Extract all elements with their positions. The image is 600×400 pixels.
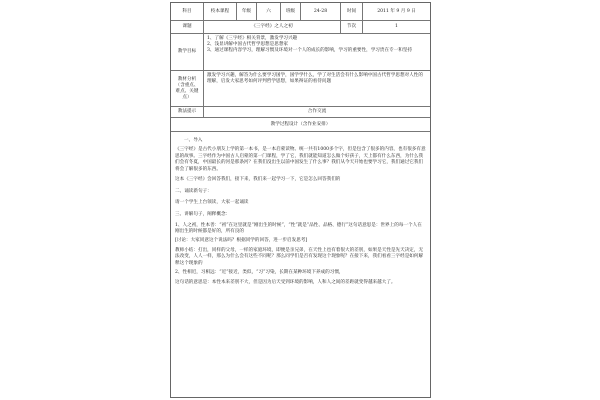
- grade-label: 年级: [237, 3, 257, 20]
- time-label: 时间: [341, 3, 363, 20]
- section-1-title: 一、导入: [184, 138, 203, 143]
- section-3-title: 三、讲解句子，阐释概念：: [175, 212, 231, 218]
- lesson-plan-page: [170, 2, 431, 398]
- section-3-paragraph-3: 教师小结：打出，同样的父母，一样的家庭环境，即便是亲兄弟，在天性上也有着很大的差别，如果是天性是先天决定，无法改变，人人一样，那么为什么会有这些不同呢？那么同学们是否有发现这个现象呢？在接下来，我们看看三字经是如何解释这个现象的: [175, 247, 424, 266]
- section-2-title: 二、诵读新句子：: [175, 189, 212, 195]
- lesson-body: [175, 138, 426, 289]
- class-label: 班级: [281, 3, 301, 20]
- section-1-paragraph-2: 这本《三字经》会回答我们，接下来，我们来一起学习一下，它是怎么回答我们的: [175, 177, 341, 183]
- hint-value: 合作交流: [307, 109, 327, 114]
- header-row: [171, 3, 430, 21]
- class-value: 24-28: [301, 3, 341, 20]
- objective-line-2: 2、浅显讲解中国古代哲学思想是思想家: [207, 42, 289, 47]
- section-3-paragraph-2: [讨论：大家同意这个说法吗？根据同学的回答，进一步启发思考]: [175, 238, 308, 244]
- objectives-row: [171, 34, 430, 71]
- section-3-paragraph-5: 这句话的意思是：本性本来差别不大，但是因为后天受到环境的影响，人和人之间的差距就变得越来越大了。: [175, 279, 396, 285]
- objectives-content: [204, 34, 430, 70]
- grade-value: 六: [257, 3, 281, 20]
- time-value: 2011 年 9 月 9 日: [377, 8, 416, 14]
- analysis-row: [171, 71, 430, 107]
- section-2-paragraph-1: 请一个学生上台领读，大家一起诵读: [175, 199, 249, 205]
- objectives-label: 教学目标: [171, 34, 204, 70]
- topic-row: [171, 21, 430, 34]
- objective-line-3: 3、通过课程内容学习，理解习惯及环境对一个人的成长的影响，学习的重要性，学习贵在专一和坚持: [207, 48, 413, 53]
- objective-line-1: 1、了解《三字经》相关背景，激发学习兴趣: [207, 36, 298, 41]
- topic-value: 《三字经》之人之初: [204, 21, 341, 33]
- hint-label: 教法提示: [171, 107, 204, 117]
- analysis-content: 激发学习兴趣，解答为什么要学习国学，国学学什么，学了对生活会有什么影响中国古代哲学思想对人性的理解，启发大家思考如何评判哲学思想，如果辩证的看待问题: [207, 73, 423, 84]
- section-3-paragraph-4: 2、性相近，习相远：“近”接近，类似，“习”习染，长期在某种环境下养成的习惯，: [175, 270, 344, 276]
- hint-row: [171, 107, 430, 118]
- period-value: 1: [395, 24, 398, 29]
- topic-label: 课题: [171, 21, 204, 33]
- section-3-paragraph-1: 1、人之初，性本善：“初”在这里就是“刚出生的时候”，“性”就是“品性、品格、德行”这句话意思是：世界上的每一个人在刚出生的时候都是好的，所有良的: [175, 222, 422, 235]
- subject-value: 校本课程: [204, 3, 237, 20]
- design-title: 教学过程设计（含作业安排）: [270, 121, 331, 127]
- subject-label: 科目: [171, 3, 204, 20]
- design-title-row: [171, 118, 430, 132]
- analysis-label: 教材分析（含重点、难点、关键点）: [171, 71, 204, 106]
- section-1-paragraph-1: 《三字经》是古代小朋友上学的第一本书，是一本启蒙读物。统一共有1000多个字，但是包含了很多的内容，也有很多有意思的故事。三字经作为中国古人启蒙的第一门课程，学了它，我们就能知道怎么做个好孩子，天上都有什么东西，为什么我们会有冬夏，中国最长的河是那条河？在我们没出生以前中国发生了什么事？我们从今天开始也要学习它，我们通过它我们将会了解很多的东西。: [175, 147, 426, 172]
- period-label: 节次: [341, 21, 363, 33]
